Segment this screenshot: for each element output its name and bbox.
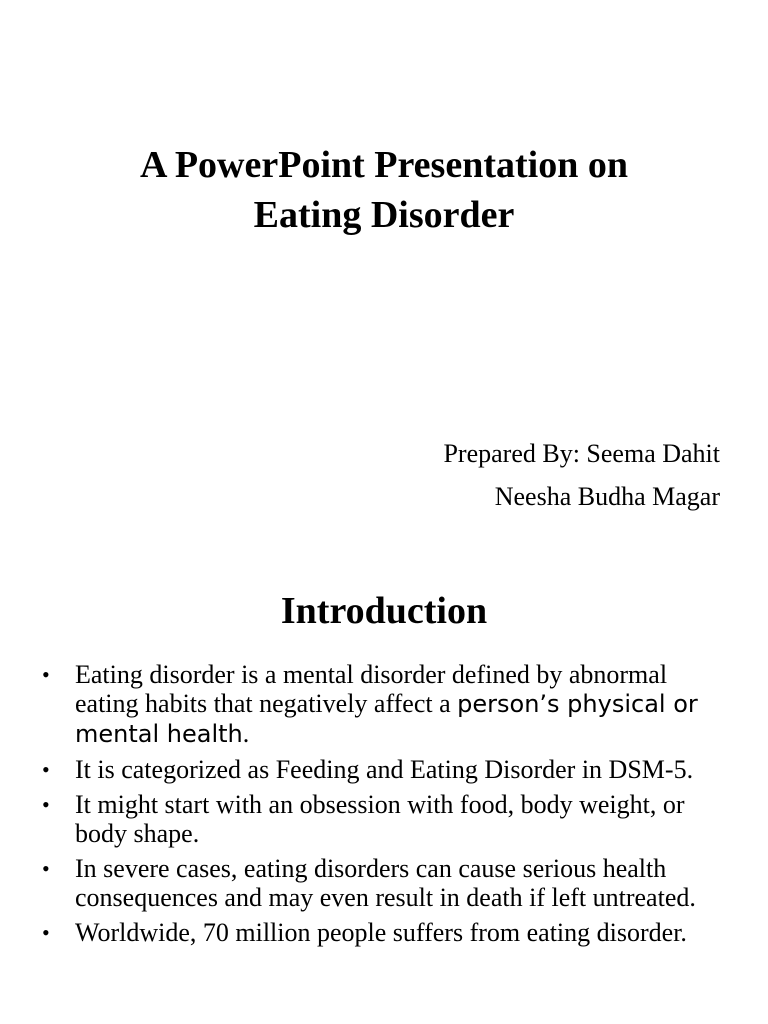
title-line-2: Eating Disorder [253, 194, 515, 236]
bullet-list [42, 660, 722, 953]
bullet-dot-icon: • [42, 920, 50, 945]
presentation-title [0, 140, 768, 240]
bullet-item [42, 755, 722, 784]
author-line-2: Neesha Budha Magar [494, 482, 720, 511]
bullet-dot-icon: • [42, 792, 50, 817]
bullet-text: In severe cases, eating disorders can cause serious health consequences and may even result in death if left untreated. [75, 854, 696, 912]
bullet-item [42, 918, 722, 947]
author-line-1: Prepared By: Seema Dahit [443, 439, 720, 468]
bullet-item [42, 660, 722, 749]
bullet-item [42, 790, 722, 848]
bullet-text: It is categorized as Feeding and Eating Disorder in DSM-5. [75, 755, 694, 784]
bullet-dot-icon: • [42, 856, 50, 881]
bullet-item [42, 854, 722, 912]
introduction-slide [0, 560, 768, 1024]
title-line-1: A PowerPoint Presentation on [140, 144, 628, 186]
bullet-text-tail: . [242, 719, 250, 748]
bullet-text: It might start with an obsession with food, body weight, or body shape. [75, 790, 685, 848]
authors-block [443, 432, 720, 518]
bullet-text: Eating disorder is a mental disorder defined by abnormal eating habits that negatively affect a [75, 660, 668, 718]
bullet-dot-icon: • [42, 662, 50, 687]
section-heading: Introduction [280, 590, 488, 632]
bullet-text-emphasis: person’s physical or mental health [75, 690, 698, 748]
bullet-text: Worldwide, 70 million people suffers from eating disorder. [75, 918, 687, 947]
bullet-dot-icon: • [42, 757, 50, 782]
